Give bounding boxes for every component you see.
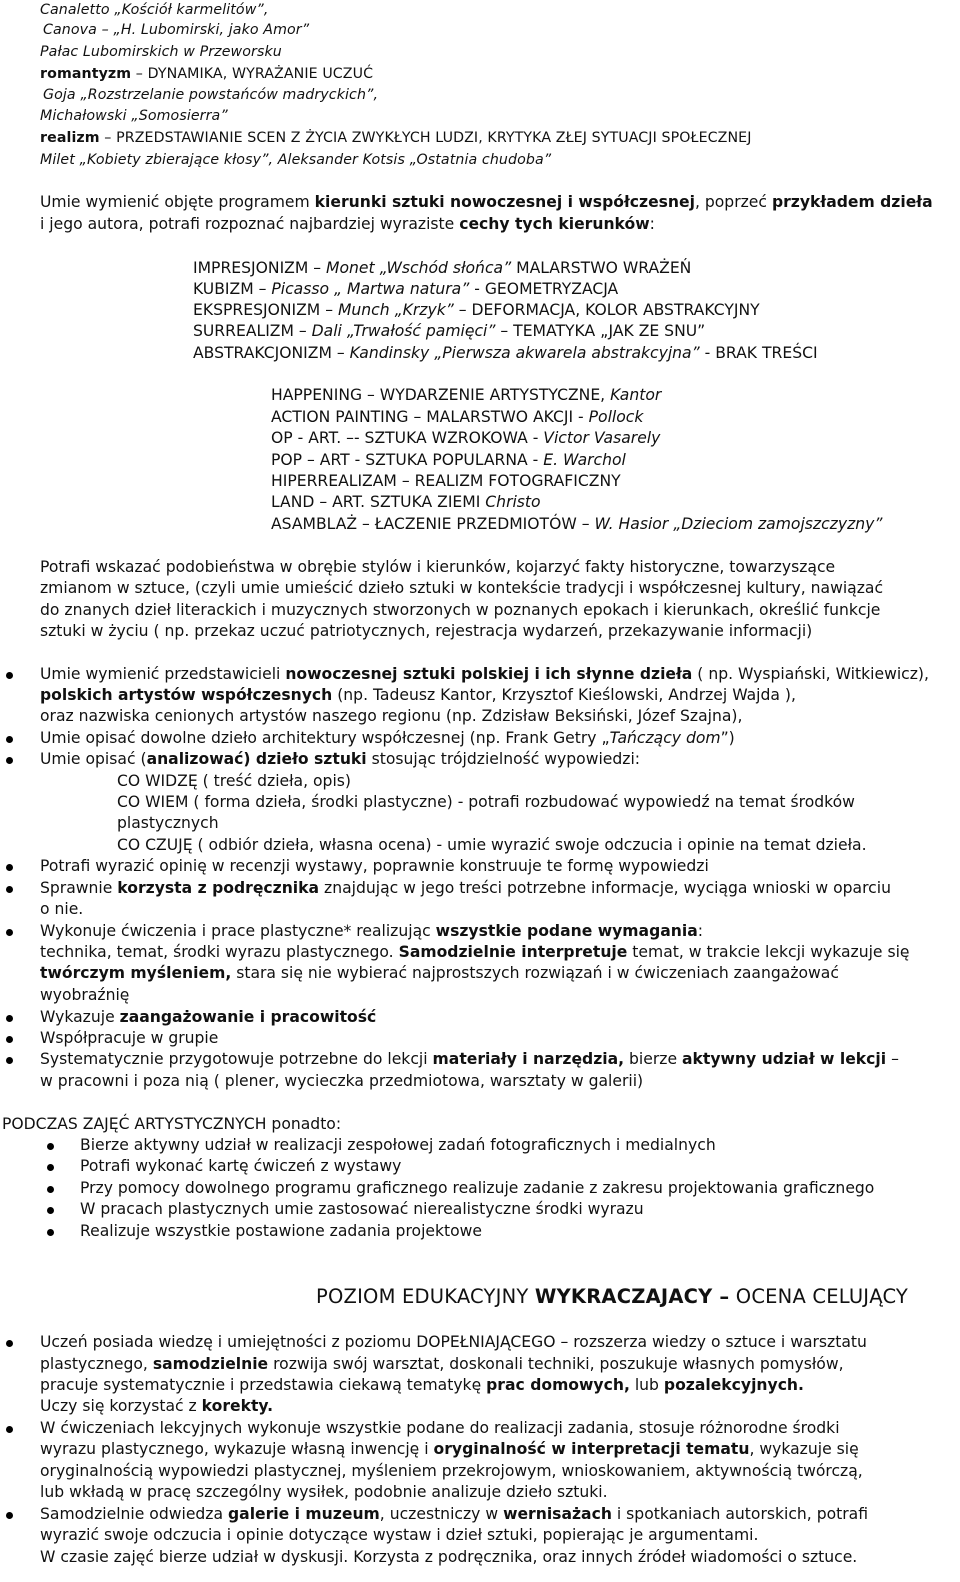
list-item-cont: lub wkładą w pracę szczególny wysiłek, podobnie analizuje dzieło sztuki.: [40, 1483, 608, 1501]
intro-line: Canaletto „Kościół karmelitów”,: [40, 2, 269, 18]
list-item: Współpracuje w grupie: [40, 1029, 219, 1047]
movement-desc: – DYNAMIKA, WYRAŻANIE UCZUĆ: [131, 66, 374, 82]
movement-line: ABSTRAKCJONIZM – Kandinsky „Pierwsza akwarela abstrakcyjna” - BRAK TREŚCI: [193, 344, 818, 362]
list-item-cont: wyobraźnię: [40, 986, 130, 1004]
movement-line: LAND – ART. SZTUKA ZIEMI Christo: [271, 493, 541, 511]
bullet-icon: [6, 1512, 13, 1519]
list-item-cont: Uczy się korzystać z korekty.: [40, 1397, 274, 1415]
list-item-cont: CO WIEM ( forma dzieła, środki plastyczne) - potrafi rozbudować wypowiedź na temat środków: [117, 793, 855, 811]
list-item-cont: wyrazić swoje odczucia i opinie dotyczące wystaw i dzieł sztuki, popierając je argumentami.: [40, 1526, 759, 1544]
list-item: Bierze aktywny udział w realizacji zespołowej zadań fotograficznych i medialnych: [80, 1136, 716, 1154]
list-item: Umie wymienić przedstawicieli nowoczesnej sztuki polskiej i ich słynne dzieła ( np. Wyspiański, Witkiewicz),: [40, 665, 929, 683]
bullet-icon: [47, 1186, 54, 1193]
list-item-cont: wyrazu plastycznego, wykazuje własną inwencję i oryginalność w interpretacji tematu, wykazuje się: [40, 1440, 859, 1458]
paragraph-line: zmianom w sztuce, (czyli umie umieścić dzieło sztuki w kontekście tradycji i współczesnej kultury, nawiązać: [40, 579, 884, 597]
paragraph-line: Umie wymienić objęte programem kierunki sztuki nowoczesnej i współczesnej, poprzeć przykładem dzieła: [40, 193, 933, 211]
list-item: Realizuje wszystkie postawione zadania projektowe: [80, 1222, 483, 1240]
movement-line: SURREALIZM – Dali „Trwałość pamięci” – TEMATYKA „JAK ZE SNU”: [193, 322, 706, 340]
movement-line: ASAMBLAŻ – ŁACZENIE PRZEDMIOTÓW – W. Hasior „Dzieciom zamojszczyzny”: [271, 515, 883, 533]
movement-name: romantyzm: [40, 66, 132, 82]
movement-line: HAPPENING – WYDARZENIE ARTYSTYCZNE, Kantor: [271, 386, 662, 404]
list-item-cont: CO WIDZĘ ( treść dzieła, opis): [117, 772, 351, 790]
bullet-icon: [6, 886, 13, 893]
movement-line: POP – ART - SZTUKA POPULARNA - E. Warchol: [271, 451, 626, 469]
section-title: POZIOM EDUKACYJNY WYKRACZAJACY – OCENA CELUJĄCY: [316, 1285, 909, 1308]
movement-line: OP - ART. –- SZTUKA WZROKOWA - Victor Vasarely: [271, 429, 661, 447]
intro-line: [40, 64, 373, 85]
movement-name: realizm: [40, 130, 100, 146]
list-item: Uczeń posiada wiedzę i umiejętności z poziomu DOPEŁNIAJĄCEGO – rozszerza wiedzy o sztuce i warsztatu: [40, 1333, 867, 1351]
list-item: W ćwiczeniach lekcyjnych wykonuje wszystkie podane do realizacji zadania, stosuje różnorodne środki: [40, 1419, 840, 1437]
intro-line: Milet „Kobiety zbierające kłosy”, Aleksander Kotsis „Ostatnia chudoba”: [40, 152, 552, 168]
list-item-cont: technika, temat, środki wyrazu plastycznego. Samodzielnie interpretuje temat, w trakcie lekcji wykazuje się: [40, 943, 910, 961]
list-item-cont: polskich artystów współczesnych (np. Tadeusz Kantor, Krzysztof Kieślowski, Andrzej Wajda ),: [40, 686, 796, 704]
paragraph-line: Potrafi wskazać podobieństwa w obrębie stylów i kierunków, kojarzyć fakty historyczne, towarzyszące: [40, 558, 836, 576]
list-item-cont: oraz nazwiska cenionych artystów naszego regionu (np. Zdzisław Beksiński, Józef Szajna),: [40, 707, 743, 725]
list-item: Wykonuje ćwiczenia i prace plastyczne* realizując wszystkie podane wymagania:: [40, 922, 703, 940]
intro-line: Michałowski „Somosierra”: [40, 108, 228, 124]
bullet-icon: [6, 672, 13, 679]
movement-desc: – PRZEDSTAWIANIE SCEN Z ŻYCIA ZWYKŁYCH LUDZI, KRYTYKA ZŁEJ SYTUACJI SPOŁECZNEJ: [99, 130, 752, 146]
section-heading: PODCZAS ZAJĘĆ ARTYSTYCZNYCH ponadto:: [2, 1115, 342, 1133]
list-item-cont: plastycznego, samodzielnie rozwija swój warsztat, doskonali techniki, poszukuje własnych pomysłów,: [40, 1355, 844, 1373]
paragraph-line: i jego autora, potrafi rozpoznać najbardziej wyraziste cechy tych kierunków:: [40, 215, 655, 233]
movement-line: HIPERREALIZAM – REALIZM FOTOGRAFICZNY: [271, 472, 621, 490]
bullet-icon: [47, 1143, 54, 1150]
list-item-cont: plastycznych: [117, 814, 219, 832]
movement-line: EKSPRESJONIZM – Munch „Krzyk” – DEFORMACJA, KOLOR ABSTRAKCYJNY: [193, 301, 760, 319]
bullet-icon: [47, 1229, 54, 1236]
list-item: W pracach plastycznych umie zastosować nierealistyczne środki wyrazu: [80, 1200, 644, 1218]
bullet-icon: [6, 929, 13, 936]
movement-line: ACTION PAINTING – MALARSTWO AKCJI - Pollock: [271, 408, 644, 426]
bullet-icon: [47, 1164, 54, 1171]
list-item: Umie opisać dowolne dzieło architektury współczesnej (np. Frank Getry „Tańczący dom”): [40, 729, 735, 747]
movement-line: IMPRESJONIZM – Monet „Wschód słońca” MALARSTWO WRAŻEŃ: [193, 259, 692, 277]
list-item: Potrafi wyrazić opinię w recenzji wystawy, poprawnie konstruuje te formę wypowiedzi: [40, 857, 709, 875]
bullet-icon: [6, 736, 13, 743]
list-item: Potrafi wykonać kartę ćwiczeń z wystawy: [80, 1157, 402, 1175]
bullet-icon: [6, 757, 13, 764]
paragraph-line: sztuki w życiu ( np. przekaz uczuć patriotycznych, rejestracja wydarzeń, przekazywanie informacji): [40, 622, 813, 640]
list-item: Przy pomocy dowolnego programu graficznego realizuje zadanie z zakresu projektowania graficznego: [80, 1179, 875, 1197]
list-item: Systematycznie przygotowuje potrzebne do lekcji materiały i narzędzia, bierze aktywny udział w lekcji –: [40, 1050, 899, 1068]
bullet-icon: [6, 1036, 13, 1043]
paragraph-line: do znanych dzieł literackich i muzycznych stworzonych w poznanych epokach i kierunkach, określić funkcje: [40, 601, 881, 619]
list-item-cont: o nie.: [40, 900, 84, 918]
list-item: Samodzielnie odwiedza galerie i muzeum, uczestniczy w wernisażach i spotkaniach autorskich, potrafi: [40, 1505, 869, 1523]
list-item: Wykazuje zaangażowanie i pracowitość: [40, 1008, 377, 1026]
list-item-cont: twórczym myśleniem, stara się nie wybierać najprostszych rozwiązań i w ćwiczeniach zaangażować: [40, 964, 839, 982]
bullet-icon: [6, 1015, 13, 1022]
list-item: Umie opisać (analizować) dzieło sztuki stosując trójdzielność wypowiedzi:: [40, 750, 641, 768]
bullet-icon: [47, 1207, 54, 1214]
list-item-cont: w pracowni i poza nią ( plener, wycieczka przedmiotowa, warsztaty w galerii): [40, 1072, 644, 1090]
intro-line: Pałac Lubomirskich w Przeworsku: [40, 44, 282, 60]
list-item-cont: pracuje systematycznie i przedstawia ciekawą tematykę prac domowych, lub pozalekcyjnych.: [40, 1376, 804, 1394]
intro-line: [40, 128, 752, 149]
bullet-icon: [6, 1057, 13, 1064]
list-item-cont: W czasie zajęć bierze udział w dyskusji. Korzysta z podręcznika, oraz innych źródeł wiadomości o sztuce.: [40, 1548, 858, 1566]
bullet-icon: [6, 1340, 13, 1347]
intro-line: Goja „Rozstrzelanie powstańców madryckich”,: [43, 87, 379, 103]
bullet-icon: [6, 864, 13, 871]
intro-line: Canova – „H. Lubomirski, jako Amor”: [43, 22, 310, 38]
movement-line: KUBIZM – Picasso „ Martwa natura” - GEOMETRYZACJA: [193, 280, 619, 298]
list-item-cont: CO CZUJĘ ( odbiór dzieła, własna ocena) - umie wyrazić swoje odczucia i opinie na temat dzieła.: [117, 836, 867, 854]
bullet-icon: [6, 1426, 13, 1433]
list-item: Sprawnie korzysta z podręcznika znajdując w jego treści potrzebne informacje, wyciąga wnioski w oparciu: [40, 879, 891, 897]
list-item-cont: oryginalnością wypowiedzi plastycznej, myśleniem przekrojowym, wnioskowaniem, aktywnością twórczą,: [40, 1462, 863, 1480]
